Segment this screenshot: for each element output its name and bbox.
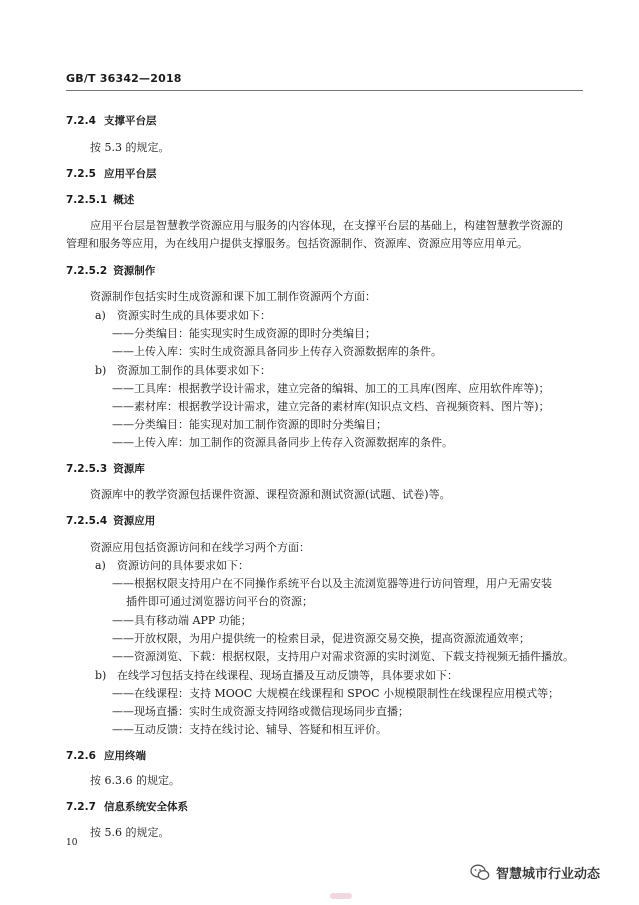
list-marker: a) — [95, 559, 106, 572]
section-title: 信息系统安全体系 — [104, 801, 188, 813]
paragraph: 资源应用包括资源访问和在线学习两个方面： — [90, 541, 310, 554]
section-title: 应用终端 — [104, 750, 146, 762]
list-marker: a) — [95, 309, 106, 322]
section-number: 7.2.5.3 — [66, 463, 108, 475]
section-title: 支撑平台层 — [104, 115, 157, 127]
dash-item: ——具有移动端 APP 功能； — [112, 614, 252, 627]
standard-code: GB/T 36342—2018 — [66, 72, 182, 85]
list-text: 资源访问的具体要求如下： — [117, 559, 249, 572]
dash-item: ——现场直播：实时生成资源支持网络或微信现场同步直播； — [112, 705, 409, 718]
section-number: 7.2.7 — [66, 801, 96, 813]
dash-item: ——开放权限，为用户提供统一的检索目录，促进资源交易交换，提高资源流通效率； — [112, 632, 530, 645]
paragraph: 按 6.3.6 的规定。 — [90, 774, 180, 787]
list-marker: b) — [95, 364, 107, 377]
header-rule — [66, 90, 583, 91]
watermark-text: 智慧城市行业动态 — [496, 867, 601, 882]
list-text: 资源实时生成的具体要求如下： — [117, 309, 271, 322]
list-item-b — [95, 364, 271, 378]
dash-item: ——工具库：根据教学设计需求，建立完备的编辑、加工的工具库(图库、应用软件库等)； — [112, 382, 550, 395]
section-title: 资源应用 — [113, 515, 156, 527]
section-title: 资源库 — [113, 463, 145, 475]
list-item-b — [95, 669, 458, 683]
dash-item: ——资源浏览、下载：根据权限，支持用户对需求资源的实时浏览、下载支持视频无插件播放。 — [112, 650, 574, 663]
section-number: 7.2.5.4 — [66, 515, 108, 527]
watermark — [470, 863, 600, 882]
section-number: 7.2.5.1 — [66, 194, 108, 206]
list-item-a — [95, 559, 249, 573]
section-title: 资源制作 — [113, 265, 156, 277]
dash-item: ——互动反馈：支持在线讨论、辅导、答疑和相互评价。 — [112, 723, 387, 736]
list-text: 资源加工制作的具体要求如下： — [117, 364, 271, 377]
paragraph: 按 5.3 的规定。 — [90, 141, 170, 154]
heading-7-2-5-3 — [66, 462, 145, 476]
heading-7-2-7 — [66, 800, 188, 814]
list-marker: b) — [95, 669, 107, 682]
paragraph-line-1: 应用平台层是智慧教学资源应用与服务的内容体现，在支撑平台层的基础上，构建智慧教学资源的 — [90, 219, 563, 232]
dash-item: ——上传入库：加工制作的资源具备同步上传存入资源数据库的条件。 — [112, 436, 453, 449]
section-title: 应用平台层 — [104, 168, 157, 180]
heading-7-2-6 — [66, 749, 146, 763]
heading-7-2-5-4 — [66, 514, 155, 528]
dash-item: ——根据权限支持用户在不同操作系统平台以及主流浏览器等进行访问管理，用户无需安装 — [112, 577, 552, 590]
paragraph-line-2: 管理和服务等应用，为在线用户提供支撑服务。包括资源制作、资源库、资源应用等应用单元。 — [66, 237, 528, 250]
dash-item: ——上传入库：实时生成资源具备同步上传存入资源数据库的条件。 — [112, 345, 442, 358]
section-number: 7.2.6 — [66, 750, 96, 762]
paragraph: 资源库中的教学资源包括课件资源、课程资源和测试资源(试题、试卷)等。 — [90, 488, 451, 501]
heading-7-2-5 — [66, 167, 157, 181]
list-item-a — [95, 309, 271, 323]
dash-item: ——在线课程：支持 MOOC 大规模在线课程和 SPOC 小规模限制性在线课程应用模式等； — [112, 687, 560, 700]
page-number: 10 — [66, 838, 78, 848]
heading-7-2-5-2 — [66, 264, 155, 278]
heading-7-2-4 — [66, 114, 157, 128]
dash-item-continuation: 插件即可通过浏览器访问平台的资源； — [126, 595, 313, 608]
paragraph: 资源制作包括实时生成资源和课下加工制作资源两个方面： — [90, 290, 376, 303]
scan-mark — [330, 893, 352, 899]
paragraph: 按 5.6 的规定。 — [90, 826, 170, 839]
dash-item: ——分类编目：能实现实时生成资源的即时分类编目； — [112, 327, 376, 340]
section-number: 7.2.5.2 — [66, 265, 108, 277]
heading-7-2-5-1 — [66, 193, 134, 207]
section-number: 7.2.5 — [66, 168, 96, 180]
section-number: 7.2.4 — [66, 115, 96, 127]
dash-item: ——分类编目：能实现对加工制作资源的即时分类编目； — [112, 418, 387, 431]
list-text: 在线学习包括支持在线课程、现场直播及互动反馈等，具体要求如下： — [117, 669, 458, 682]
wechat-icon — [470, 864, 490, 881]
dash-item: ——素材库：根据教学设计需求，建立完备的素材库(知识点文档、音视频资料、图片等)； — [112, 400, 550, 413]
section-title: 概述 — [113, 194, 135, 206]
